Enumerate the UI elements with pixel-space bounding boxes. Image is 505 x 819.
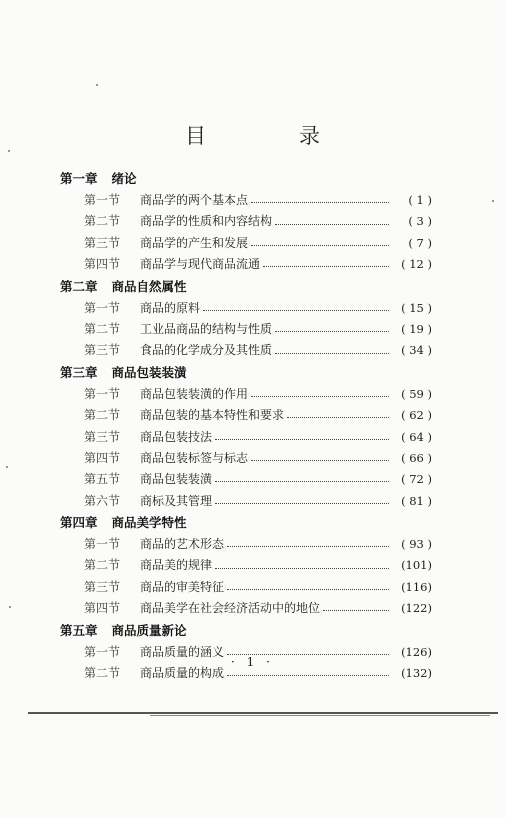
chapter-name: 商品美学特性 xyxy=(111,515,187,531)
dot-leader xyxy=(227,589,389,590)
bottom-rule-secondary xyxy=(150,715,490,716)
section-number: 第四节 xyxy=(84,450,121,465)
page-number: · 1 · xyxy=(231,655,274,669)
dot-leader xyxy=(251,202,389,203)
dot-leader xyxy=(215,439,389,440)
toc-entry xyxy=(84,298,432,319)
dot-leader xyxy=(263,266,389,267)
page-reference: ( 15 ) xyxy=(401,300,432,315)
toc-entry xyxy=(84,534,432,555)
section-number: 第六节 xyxy=(84,493,121,508)
toc-entry xyxy=(84,555,432,576)
section-title: 商品美的规律 xyxy=(140,558,213,573)
section-title: 商品美学在社会经济活动中的地位 xyxy=(140,601,321,616)
section-title: 商品质量的构成 xyxy=(140,666,225,681)
dot-leader xyxy=(275,353,389,354)
section-number: 第一节 xyxy=(84,644,121,659)
chapter-heading xyxy=(60,168,432,190)
toc-entry xyxy=(84,427,432,448)
page-reference: (116) xyxy=(401,579,432,594)
dot-leader xyxy=(215,503,389,504)
dot-leader xyxy=(251,396,389,397)
section-number: 第一节 xyxy=(84,300,121,315)
chapter-name: 绪论 xyxy=(111,171,137,186)
scan-speck xyxy=(6,466,8,468)
section-number: 第三节 xyxy=(84,429,121,444)
scan-speck xyxy=(9,606,11,608)
section-title: 商品学的两个基本点 xyxy=(140,193,249,207)
section-title: 商品包装装潢的作用 xyxy=(140,386,249,401)
section-number: 第一节 xyxy=(84,193,121,207)
toc-entry xyxy=(84,340,432,361)
section-title: 商品包装技法 xyxy=(140,429,213,444)
table-of-contents xyxy=(60,168,432,684)
chapter-heading xyxy=(60,362,432,384)
toc-entry xyxy=(84,491,432,512)
page-title: 目 录 xyxy=(185,124,356,148)
chapter-heading xyxy=(60,620,432,642)
section-title: 商品学的产生和发展 xyxy=(140,235,249,250)
page-reference: ( 62 ) xyxy=(401,408,432,423)
page-reference: ( 93 ) xyxy=(401,537,432,552)
section-number: 第三节 xyxy=(84,235,121,250)
section-number: 第四节 xyxy=(84,601,121,616)
section-title: 商品包装的基本特性和要求 xyxy=(140,408,285,423)
chapter-heading xyxy=(60,512,432,534)
dot-leader xyxy=(275,224,389,225)
section-title: 商品包装标签与标志 xyxy=(140,450,249,465)
chapter-heading xyxy=(60,276,432,298)
section-number: 第一节 xyxy=(84,537,121,552)
section-title: 商品包装装潢 xyxy=(140,472,213,487)
chapter-label: 第二章 xyxy=(60,278,98,294)
chapter-name: 商品自然属性 xyxy=(111,278,187,294)
toc-entry xyxy=(84,577,432,598)
toc-entry xyxy=(84,448,432,469)
section-title: 食品的化学成分及其性质 xyxy=(140,343,273,358)
section-number: 第二节 xyxy=(84,214,121,229)
section-title: 商品的审美特征 xyxy=(140,579,225,594)
section-number: 第四节 xyxy=(84,257,121,272)
chapter-name: 商品包装装潢 xyxy=(111,364,187,380)
page-reference: ( 19 ) xyxy=(401,321,432,336)
section-title: 商品质量的涵义 xyxy=(140,644,225,659)
section-title: 商品学与现代商品流通 xyxy=(140,257,261,272)
dot-leader xyxy=(215,481,389,482)
toc-entry xyxy=(84,598,432,619)
page-reference: ( 1 ) xyxy=(408,193,432,207)
chapter-label: 第一章 xyxy=(60,171,98,186)
section-title: 商品的原料 xyxy=(140,300,201,315)
section-number: 第二节 xyxy=(84,321,121,336)
page-reference: (126) xyxy=(401,644,432,659)
section-number: 第二节 xyxy=(84,558,121,573)
chapter-label: 第五章 xyxy=(60,622,98,638)
toc-entry xyxy=(84,190,432,211)
section-title: 商标及其管理 xyxy=(140,493,213,508)
dot-leader xyxy=(323,610,389,611)
scan-speck xyxy=(8,150,10,152)
section-number: 第五节 xyxy=(84,472,121,487)
section-title: 商品的艺术形态 xyxy=(140,537,225,552)
scan-speck xyxy=(96,84,98,86)
scan-speck xyxy=(492,200,494,202)
page-reference: ( 34 ) xyxy=(401,343,432,358)
section-number: 第三节 xyxy=(84,343,121,358)
toc-entry xyxy=(84,319,432,340)
page-reference: ( 7 ) xyxy=(408,235,432,250)
section-title: 商品学的性质和内容结构 xyxy=(140,214,273,229)
page-reference: ( 12 ) xyxy=(401,257,432,272)
toc-entry xyxy=(84,233,432,254)
dot-leader xyxy=(275,331,389,332)
dot-leader xyxy=(251,460,389,461)
section-number: 第二节 xyxy=(84,408,121,423)
dot-leader xyxy=(227,675,389,676)
chapter-name: 商品质量新论 xyxy=(111,622,187,638)
page-reference: (122) xyxy=(401,601,432,616)
page-reference: (101) xyxy=(401,558,432,573)
section-number: 第一节 xyxy=(84,386,121,401)
chapter-label: 第四章 xyxy=(60,515,98,531)
toc-entry xyxy=(84,384,432,405)
chapter-label: 第三章 xyxy=(60,364,98,380)
page-reference: ( 72 ) xyxy=(401,472,432,487)
dot-leader xyxy=(251,245,389,246)
section-number: 第三节 xyxy=(84,579,121,594)
page-reference: ( 59 ) xyxy=(401,386,432,401)
toc-entry xyxy=(84,405,432,426)
toc-entry xyxy=(84,211,432,232)
page-reference: ( 64 ) xyxy=(401,429,432,444)
dot-leader xyxy=(227,546,389,547)
page-reference: ( 3 ) xyxy=(408,214,432,229)
toc-entry xyxy=(84,469,432,490)
dot-leader xyxy=(287,417,389,418)
bottom-rule xyxy=(28,712,498,714)
page-reference: ( 81 ) xyxy=(401,493,432,508)
section-title: 工业品商品的结构与性质 xyxy=(140,321,273,336)
toc-entry xyxy=(84,254,432,275)
dot-leader xyxy=(203,310,389,311)
page-reference: (132) xyxy=(401,666,432,681)
section-number: 第二节 xyxy=(84,666,121,681)
dot-leader xyxy=(215,568,389,569)
page-reference: ( 66 ) xyxy=(401,450,432,465)
